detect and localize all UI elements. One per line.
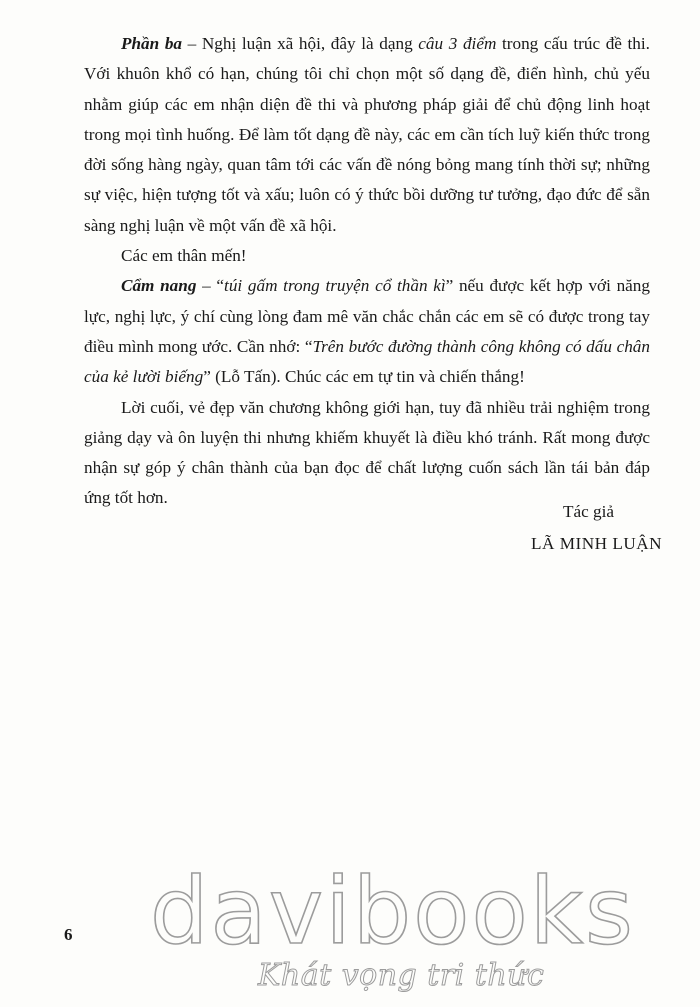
emphasis-three-points: câu 3 điểm [418,34,497,53]
paragraph-greeting: Các em thân mến! [121,246,247,266]
watermark-tagline: Khát vọng tri thức [258,958,545,993]
page-number: 6 [64,925,73,944]
part-three-heading: Phần ba [121,34,183,53]
body-text [84,29,650,514]
paragraph-part-three: Phần ba – Nghị luận xã hội, đây là dạng câu 3 điểm trong cấu trúc đề thi. Với khuôn khổ có hạn, chúng tôi chỉ chọn một số dạng đề, điển hình, chủ yếu nhằm giúp các em nhận diện đề thi và phương pháp giải để chủ động linh hoạt trong mọi tình huống. Để làm tốt dạng đề này, các em cần tích luỹ kiến thức trong đời sống hàng ngày, quan tâm tới các vấn đề nóng bỏng mang tính thời sự; những sự việc, hiện tượng tốt và xấu; luôn có ý thức bồi dưỡng tư tưởng, đạo đức để sẵn sàng nghị luận về một vấn đề xã hội. [84,34,650,235]
emphasis-quote-fairy-tale: túi gấm trong truyện cổ thần kì [224,276,446,296]
watermark-brand: davibooks [150,858,635,965]
handbook-heading: Cẩm nang [121,276,197,296]
paragraph-closing: Lời cuối, vẻ đẹp văn chương không giới hạn, tuy đã nhiều trải nghiệm trong giảng dạy và ôn luyện thi nhưng khiếm khuyết là điều khó tránh. Rất mong được nhận sự góp ý chân thành của bạn đọc để chất lượng cuốn sách lần tái bản đáp ứng tốt hơn. [84,397,650,508]
signature-role: Tác giả [563,502,615,521]
signature-author-name: LÃ MINH LUẬN [531,534,663,553]
paragraph-handbook: Cẩm nang – “túi gấm trong truyện cổ thần kì” nếu được kết hợp với năng lực, nghị lực, ý chí cùng lòng đam mê văn chắc chắn các em sẽ có được trong tay điều mình mong ước. Cần nhớ: “Trên bước đường thành công không có dấu chân của kẻ lười biếng” (Lỗ Tấn). Chúc các em tự tin và chiến thắng! [84,276,650,387]
emphasis-quote-lu-xun: Trên bước đường thành công không có dấu chân của kẻ lười biếng [84,336,650,387]
